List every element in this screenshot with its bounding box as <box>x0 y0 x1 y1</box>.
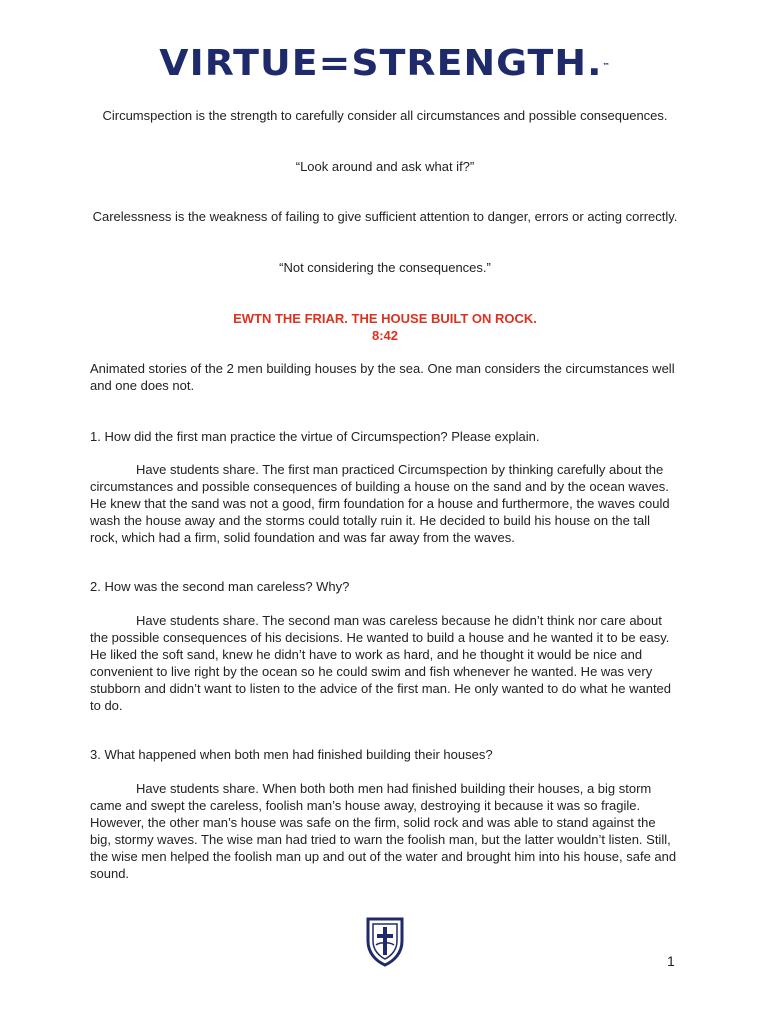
carelessness-definition: Carelessness is the weakness of failing to give sufficient attention to danger, errors or acting correctly. <box>92 209 678 224</box>
question-2: 2. How was the second man careless? Why? <box>90 579 350 594</box>
video-title: EWTN THE FRIAR. THE HOUSE BUILT ON ROCK. <box>233 311 537 326</box>
carelessness-quote: “Not considering the consequences.” <box>279 260 491 275</box>
question-3: 3. What happened when both men had finished building their houses? <box>90 747 493 762</box>
virtue-strength-logo: VIRTUE=STRENGTH.™ <box>159 43 611 84</box>
answer-3: Have students share. When both both men had finished building their houses, a big storm came and swept the careless, foolish man’s house away, destroying it because it was so fragile. However, the other man’s house was safe on the firm, solid rock and was able to stand against the big, stormy waves. The wise man had tried to warn the foolish man, but the latter wouldn’t listen. Still, the wise men helped the foolish man up and out of the water and brought him into his house, safe and sound. <box>90 781 677 881</box>
shield-cross-icon <box>364 915 406 967</box>
circumspection-quote: “Look around and ask what if?” <box>295 159 475 174</box>
page-number: 1 <box>667 953 675 969</box>
video-duration: 8:42 <box>371 328 399 343</box>
answer-1: Have students share. The first man practiced Circumspection by thinking carefully about the circumstances and possible consequences of building a house on the sand and by the ocean waves. He knew that the sand was not a good, firm foundation for a house and furthermore, the waves could wash the house away and the storms could totally ruin it. He decided to build his house on the tall rock, which had a firm, solid foundation and was far away from the waves. <box>90 462 670 545</box>
header <box>0 44 770 84</box>
circumspection-definition: Circumspection is the strength to carefully consider all circumstances and possible consequences. <box>102 108 668 123</box>
answer-2: Have students share. The second man was careless because he didn’t think nor care about the possible consequences of his decisions. He wanted to build a house and he wanted it to be easy. He liked the soft sand, knew he didn’t have to work as hard, and he thought it would be nice and convenient to live right by the ocean so he could swim and fish whenever he wanted. He was very stubborn and didn’t want to listen to the advice of the first man. He only wanted to do what he wanted to do. <box>90 613 672 713</box>
question-1: 1. How did the first man practice the virtue of Circumspection? Please explain. <box>90 429 540 444</box>
video-description: Animated stories of the 2 men building houses by the sea. One man considers the circumstances well and one does not. <box>90 361 675 393</box>
